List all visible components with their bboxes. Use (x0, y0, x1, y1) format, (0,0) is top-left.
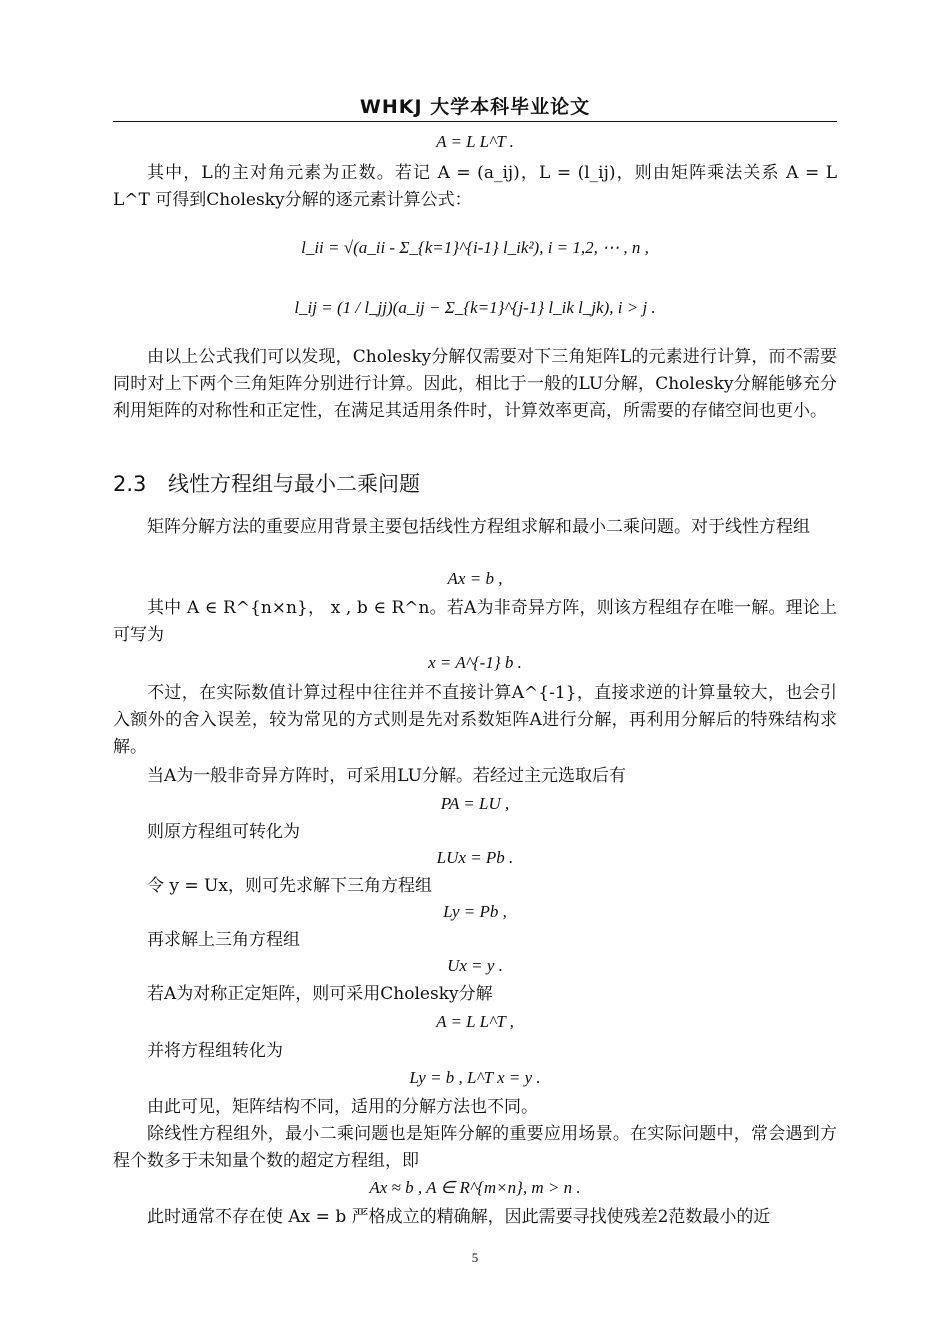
paragraph: 由以上公式我们可以发现，Cholesky分解仅需要对下三角矩阵L的元素进行计算，而不需要同时对上下两个三角矩阵分别进行计算。因此，相比于一般的LU分解，Cholesky分解能够充分利用矩阵的对称性和正定性，在满足其适用条件时，计算效率更高，所需要的存储空间也更小。 (113, 347, 837, 421)
equation-luxpb: LUx = Pb . (436, 848, 514, 867)
paragraph: 矩阵分解方法的重要应用背景主要包括线性方程组求解和最小二乘问题。对于线性方程组 (147, 517, 810, 537)
equation-uxy: Ux = y . (447, 956, 503, 975)
equation-lypb: Ly = Pb , (443, 902, 507, 921)
page-header: WHKJ 大学本科毕业论文 (359, 96, 591, 118)
equation-allt: A = L L^T , (436, 1012, 514, 1031)
equation-cholesky: A = L L^T . (436, 132, 514, 151)
section-heading (113, 468, 420, 498)
section-title: 线性方程组与最小二乘问题 (168, 472, 420, 496)
equation-palu: PA = LU , (440, 794, 510, 813)
paragraph: 其中 A ∈ R^{n×n}， x , b ∈ R^n。若A为非奇异方阵，则该方程组存在唯一解。理论上可写为 (113, 598, 837, 645)
paragraph: 并将方程组转化为 (147, 1041, 283, 1061)
paragraph: 再求解上三角方程组 (147, 930, 300, 950)
equation-lij: l_ij = (1 / l_jj)(a_ij − Σ_{k=1}^{j-1} l_ik l_jk), i > j . (294, 298, 656, 317)
section-number: 2.3 (113, 472, 147, 496)
paragraph: 此时通常不存在使 Ax = b 严格成立的精确解，因此需要寻找使残差2范数最小的近 (147, 1207, 771, 1227)
paragraph: 不过，在实际数值计算过程中往往并不直接计算A^{-1}，直接求逆的计算量较大，也会引入额外的舍入误差，较为常见的方式则是先对系数矩阵A进行分解，再利用分解后的特殊结构求解。 (113, 683, 837, 757)
equation-lii: l_ii = √(a_ii - Σ_{k=1}^{i-1} l_ik²), i = 1,2, ⋯ , n , (301, 238, 649, 257)
paragraph: 当A为一般非奇异方阵时，可采用LU分解。若经过主元选取后有 (147, 766, 626, 786)
paragraph: 由此可见，矩阵结构不同，适用的分解方法也不同。 (147, 1097, 538, 1117)
paragraph: 除线性方程组外，最小二乘问题也是矩阵分解的重要应用场景。在实际问题中，常会遇到方程个数多于未知量个数的超定方程组，即 (113, 1124, 837, 1171)
equation-lyb: Ly = b , L^T x = y . (409, 1068, 541, 1087)
header-rule (113, 121, 837, 122)
equation-inverse: x = A^{-1} b . (428, 653, 522, 672)
paragraph: 令 y = Ux，则可先求解下三角方程组 (147, 876, 432, 896)
paragraph: 其中，L的主对角元素为正数。若记 A = (a_ij)，L = (l_ij)，则由矩阵乘法关系 A = L L^T 可得到Cholesky分解的逐元素计算公式： (113, 163, 837, 210)
equation-least-squares: Ax ≈ b , A ∈ R^{m×n}, m > n . (369, 1178, 581, 1197)
page-number: 5 (471, 1250, 479, 1265)
equation-axb: Ax = b , (447, 569, 503, 588)
paragraph: 则原方程组可转化为 (147, 822, 300, 842)
paragraph: 若A为对称正定矩阵，则可采用Cholesky分解 (147, 984, 493, 1004)
